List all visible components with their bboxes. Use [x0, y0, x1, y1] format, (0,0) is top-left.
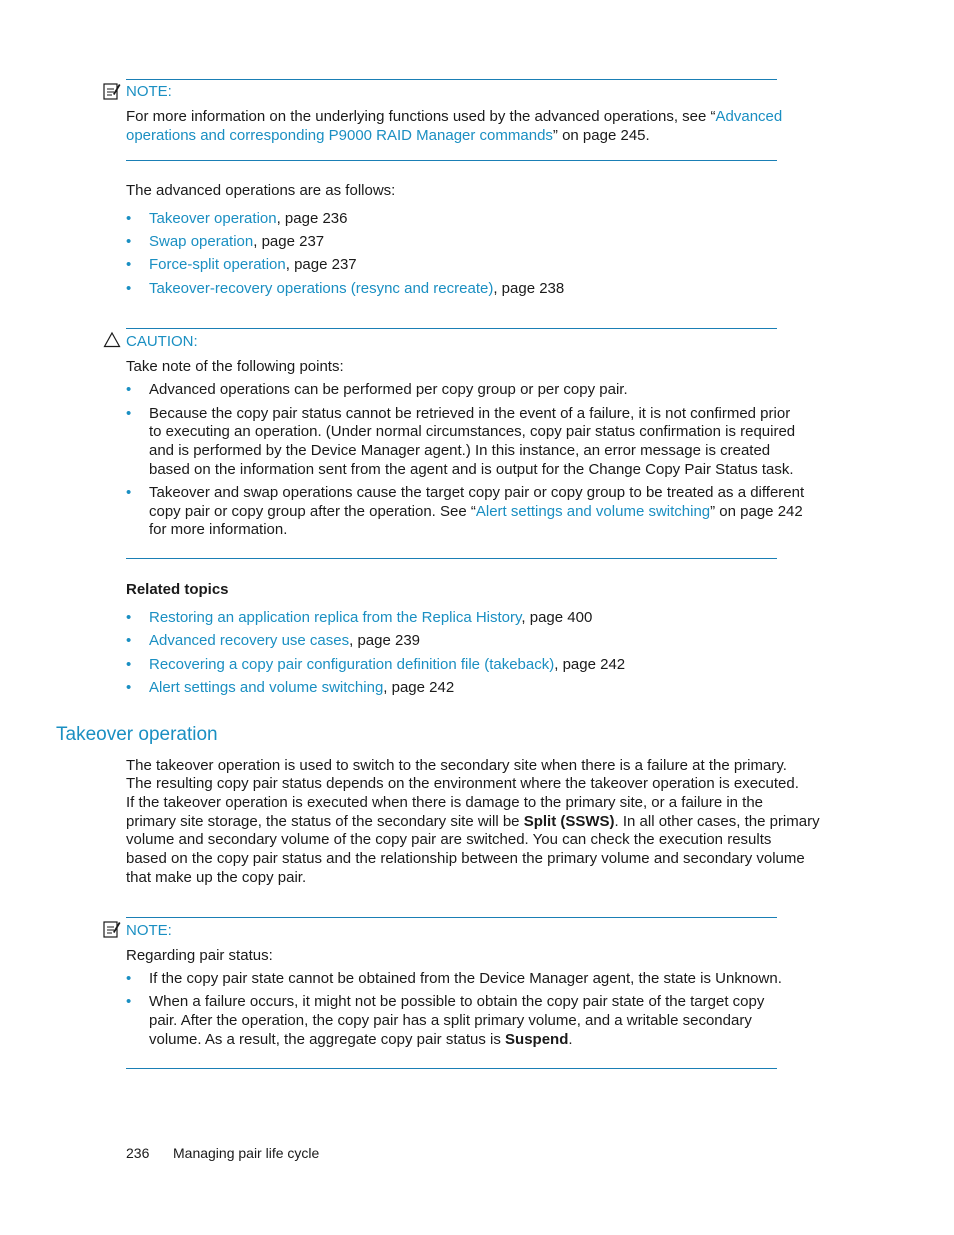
bullet: •	[126, 656, 132, 673]
note-icon	[103, 82, 121, 100]
caution-bullet-2-line-4: based on the information sent from the agent and is output for the Change Copy Pair Status task.	[149, 461, 794, 478]
section-title: Takeover operation	[56, 724, 218, 745]
bullet: •	[126, 256, 132, 273]
list-item: Alert settings and volume switching, page 242	[149, 679, 455, 696]
ops-link-takeover[interactable]: Takeover operation	[149, 210, 277, 227]
section-line-2: The resulting copy pair status depends on the environment where the takeover operation is executed.	[126, 775, 799, 792]
bullet: •	[126, 609, 132, 626]
related-link-restoring[interactable]: Restoring an application replica from the Replica History	[149, 609, 522, 626]
ops-link-swap[interactable]: Swap operation	[149, 233, 254, 250]
list-item: Advanced recovery use cases, page 239	[149, 632, 421, 649]
section-line-3: If the takeover operation is executed when there is damage to the primary site, or a failure in the	[126, 794, 764, 811]
note2-label: NOTE:	[126, 922, 172, 939]
note-icon	[103, 920, 121, 938]
bullet: •	[126, 233, 132, 250]
note2-bullet-2-line-1: When a failure occurs, it might not be possible to obtain the copy pair state of the target copy	[149, 993, 765, 1010]
note2-bullet-2-line-3: volume. As a result, the aggregate copy pair status is Suspend.	[149, 1031, 573, 1048]
bullet: •	[126, 280, 132, 297]
ops-link-force-split[interactable]: Force-split operation	[149, 256, 286, 273]
caution-bullet-1: Advanced operations can be performed per copy group or per copy pair.	[149, 381, 628, 398]
related-heading: Related topics	[126, 581, 229, 598]
caution-link-alert-settings[interactable]: Alert settings and volume switching	[475, 503, 711, 520]
note-text: For more information on the underlying functions used by the advanced operations, see “Advanced	[126, 108, 783, 125]
bullet: •	[126, 381, 132, 398]
note-link-cont[interactable]: operations and corresponding P9000 RAID Manager commands	[126, 127, 553, 144]
bullet: •	[126, 484, 132, 501]
bullet: •	[126, 993, 132, 1010]
note2-bottom-rule	[126, 1068, 777, 1069]
related-link-recovering[interactable]: Recovering a copy pair configuration definition file (takeback)	[149, 656, 555, 673]
bullet: •	[126, 970, 132, 987]
note2-bullet-1: If the copy pair state cannot be obtained from the Device Manager agent, the state is Unknown.	[149, 970, 782, 987]
note-text-line2: operations and corresponding P9000 RAID Manager commands” on page 245.	[126, 127, 650, 144]
ops-link-takeover-recovery[interactable]: Takeover-recovery operations (resync and recreate)	[149, 280, 494, 297]
caution-top-rule	[126, 328, 777, 329]
section-line-5: volume and secondary volume of the copy pair are switched. You can check the execution results	[126, 831, 772, 848]
list-item: Swap operation, page 237	[149, 233, 325, 250]
note2-top-rule	[126, 917, 777, 918]
bullet: •	[126, 405, 132, 422]
list-item: Takeover operation, page 236	[149, 210, 348, 227]
list-item: Takeover-recovery operations (resync and recreate), page 238	[149, 280, 565, 297]
caution-bottom-rule	[126, 558, 777, 559]
note2-intro: Regarding pair status:	[126, 947, 273, 964]
caution-bullet-2-line-2: to executing an operation. (Under normal circumstances, copy pair status confirmation is required	[149, 423, 796, 440]
caution-intro: Take note of the following points:	[126, 358, 344, 375]
caution-bullet-2-line-3: and is performed by the Device Manager agent.) In this instance, an error message is created	[149, 442, 771, 459]
section-line-1: The takeover operation is used to switch to the secondary site when there is a failure at the primary.	[126, 757, 787, 774]
related-link-advanced-recovery[interactable]: Advanced recovery use cases	[149, 632, 350, 649]
list-item: Force-split operation, page 237	[149, 256, 357, 273]
note-bottom-rule	[126, 160, 777, 161]
note-link[interactable]: Advanced	[715, 108, 783, 125]
bullet: •	[126, 679, 132, 696]
list-item: Recovering a copy pair configuration definition file (takeback), page 242	[149, 656, 626, 673]
list-item: Restoring an application replica from the Replica History, page 400	[149, 609, 593, 626]
section-line-6: based on the copy pair status and the relationship between the primary volume and secondary volume	[126, 850, 805, 867]
caution-icon	[103, 331, 121, 349]
section-line-4: primary site storage, the status of the secondary site will be Split (SSWS). In all other cases, the primary	[126, 813, 820, 830]
caution-bullet-2-line-1: Because the copy pair status cannot be retrieved in the event of a failure, it is not confirmed prior	[149, 405, 791, 422]
note-label: NOTE:	[126, 83, 172, 100]
page-number: 236	[126, 1145, 150, 1161]
related-link-alert-settings[interactable]: Alert settings and volume switching	[149, 679, 384, 696]
caution-bullet-3-line-3: for more information.	[149, 521, 288, 538]
caution-bullet-3-line-1: Takeover and swap operations cause the target copy pair or copy group to be treated as a different	[149, 484, 805, 501]
caution-bullet-3-line-2: copy pair or copy group after the operation. See “Alert settings and volume switching” on page 242	[149, 503, 803, 520]
footer-chapter: Managing pair life cycle	[173, 1145, 320, 1161]
bullet: •	[126, 632, 132, 649]
section-line-7: that make up the copy pair.	[126, 869, 307, 886]
bullet: •	[126, 210, 132, 227]
note-top-rule	[126, 79, 777, 80]
note2-bullet-2-line-2: pair. After the operation, the copy pair has a split primary volume, and a writable secondary	[149, 1012, 752, 1029]
caution-label: CAUTION:	[126, 333, 198, 350]
intro-text: The advanced operations are as follows:	[126, 182, 396, 199]
